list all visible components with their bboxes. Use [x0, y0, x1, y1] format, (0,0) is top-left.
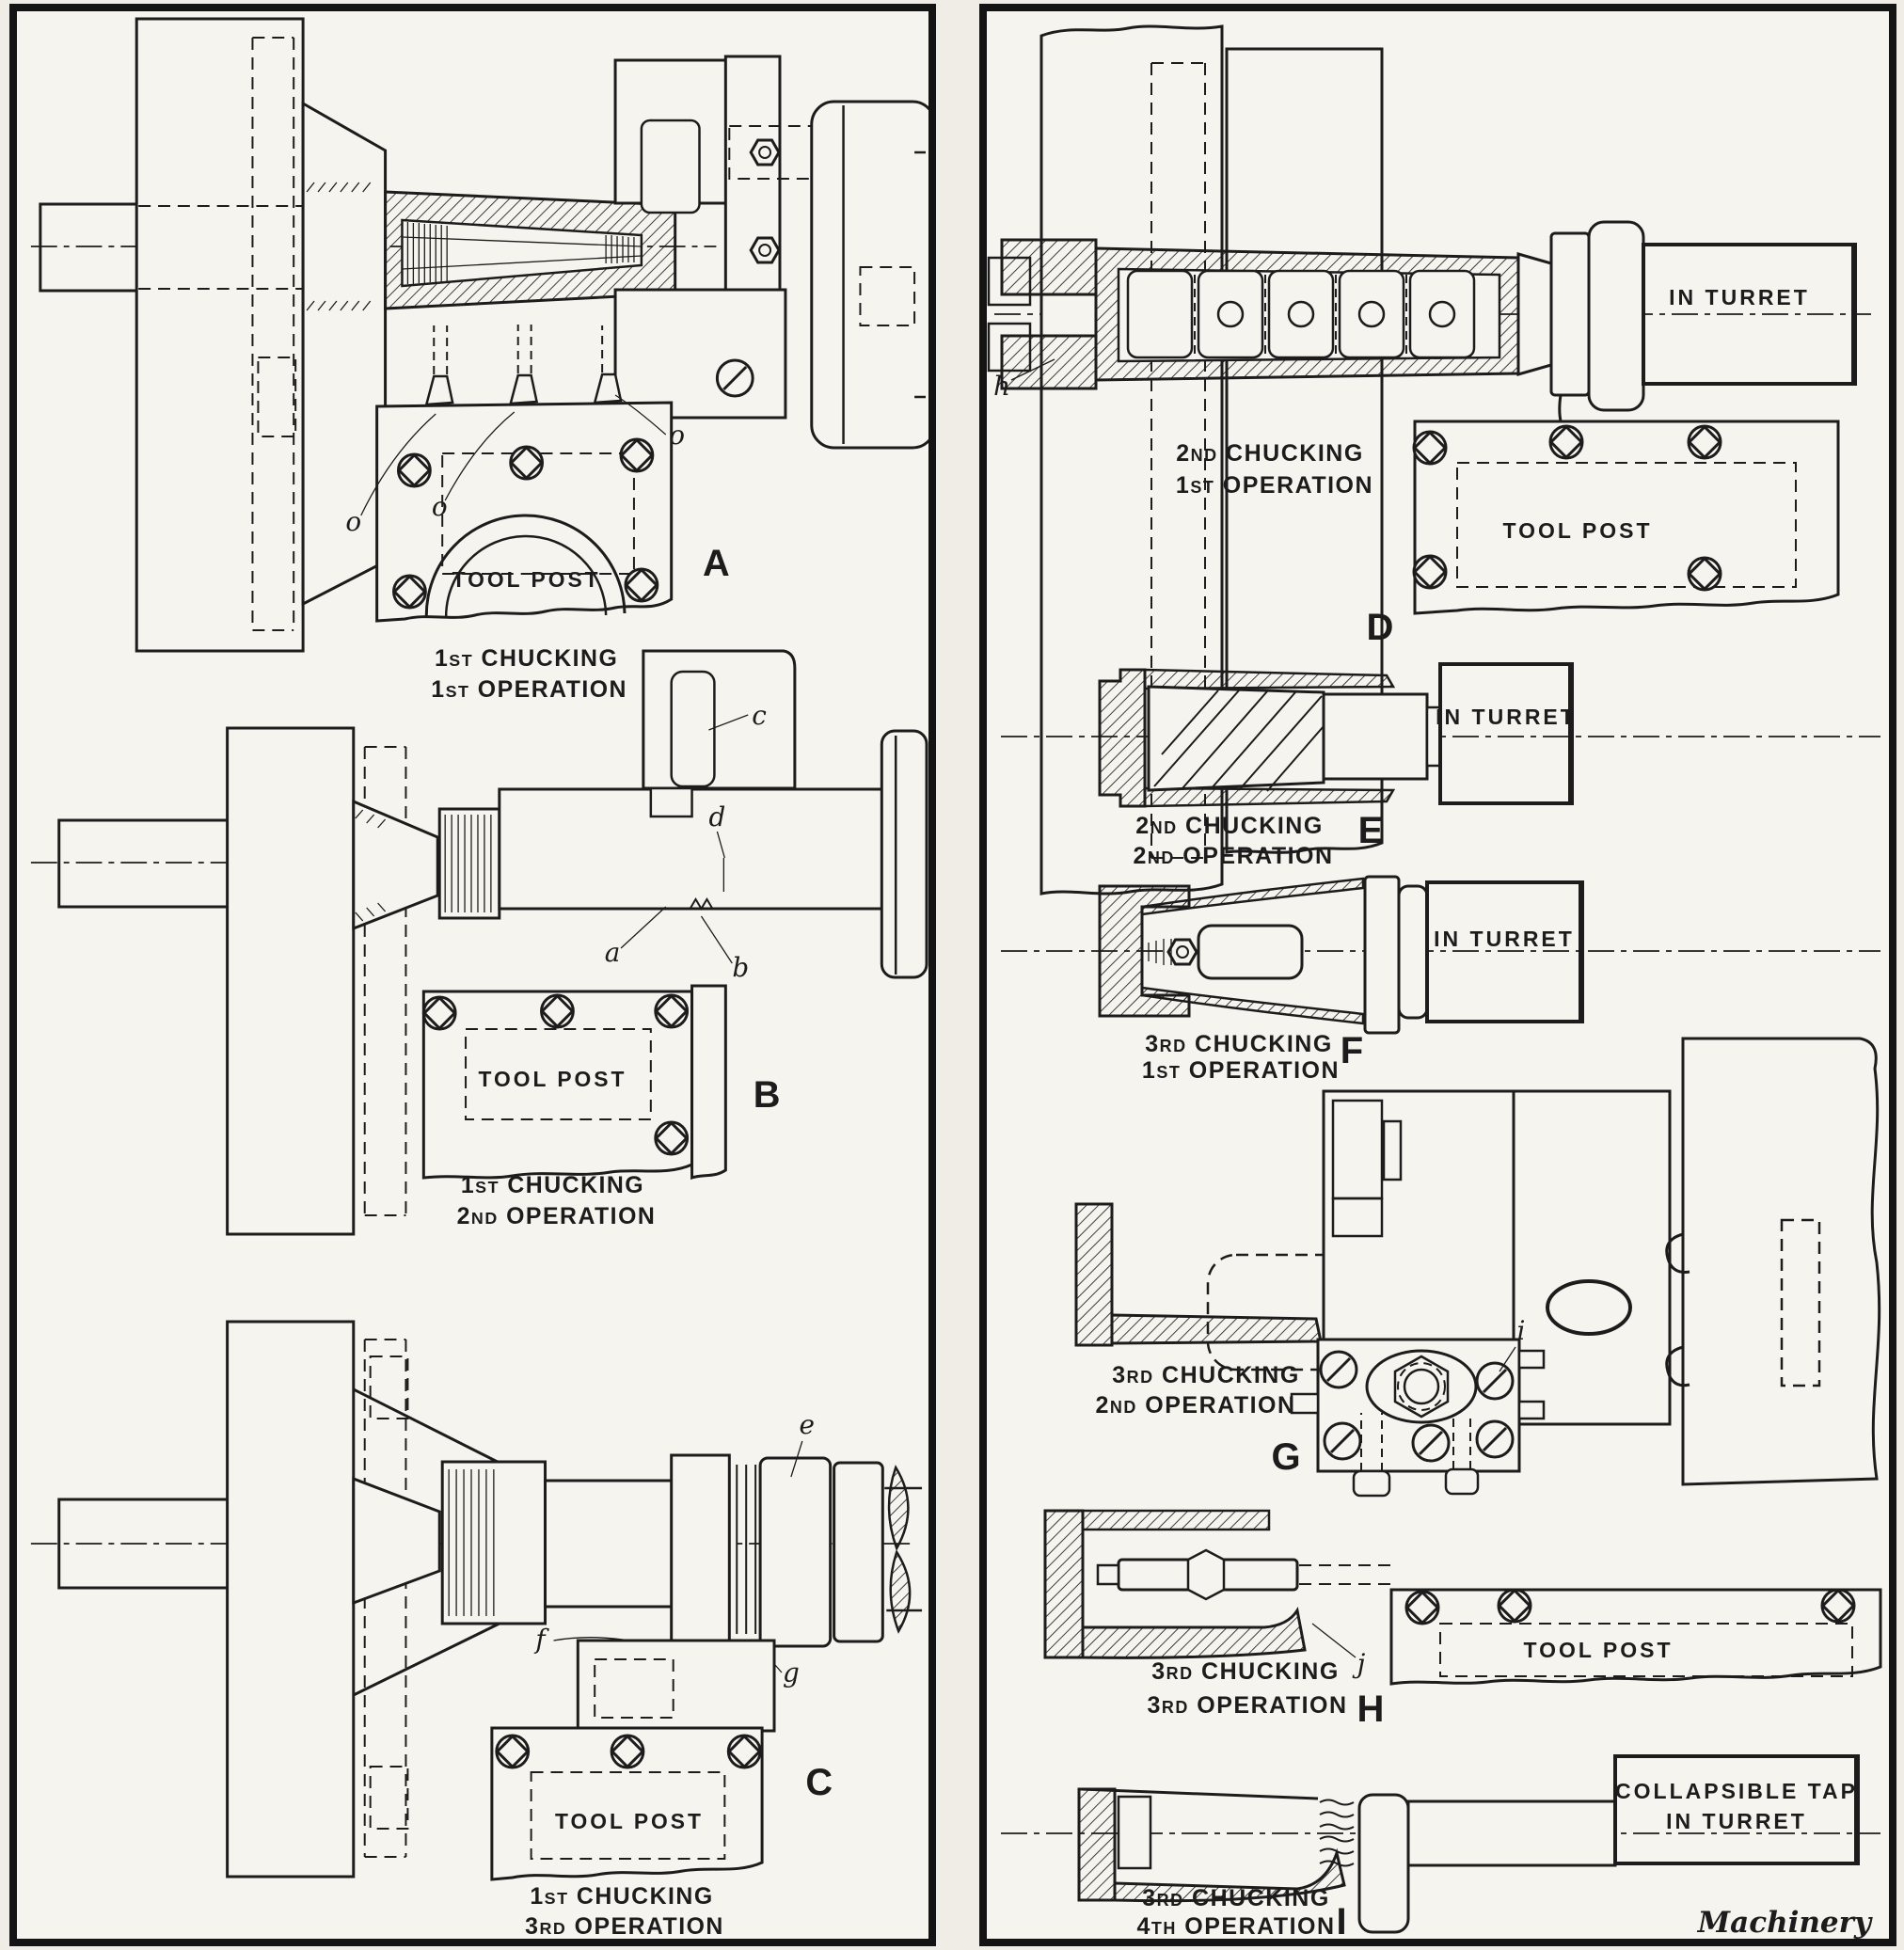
tool-post-label-c: TOOL POST: [554, 1808, 704, 1834]
machinery-signature: Machinery: [1697, 1906, 1871, 1939]
ref-letter-o2: o: [431, 490, 448, 523]
collet-grip-b: [439, 809, 500, 918]
caption-b-line1: 1ST CHUCKING: [460, 1171, 645, 1199]
tool-bits-a: [426, 325, 621, 404]
ref-letter-a: a: [604, 936, 621, 969]
caption-f-line2: 1ST OPERATION: [1141, 1057, 1341, 1084]
right-plate-drawing: [987, 11, 1889, 1939]
caption-b-line2: 2ND OPERATION: [456, 1202, 657, 1230]
turret-box-f: [1427, 882, 1582, 1022]
section-letter-i: I: [1336, 1901, 1347, 1939]
collet-grip-c: [442, 1462, 545, 1624]
section-letter-e: E: [1357, 810, 1384, 851]
section-letter-h: H: [1357, 1688, 1385, 1730]
ref-letter-e: e: [799, 1408, 816, 1441]
tool-post-label-a: TOOL POST: [452, 566, 601, 593]
section-h: [1045, 1511, 1880, 1730]
caption-g-line1: 3RD CHUCKING: [1112, 1362, 1300, 1388]
flange-blank-b: [881, 731, 927, 977]
caption-e-line2: 2ND OPERATION: [1133, 843, 1334, 869]
section-letter-b: B: [753, 1073, 781, 1117]
section-g: [1076, 1038, 1880, 1496]
caption-d-line2: 1ST OPERATION: [1175, 472, 1374, 499]
collapsible-tap-label-line1: COLLAPSIBLE TAP: [1615, 1779, 1858, 1803]
caption-c-line1: 1ST CHUCKING: [530, 1882, 714, 1910]
ref-letter-o1: o: [345, 505, 362, 538]
clamp-flange-d: [1551, 222, 1643, 444]
section-letter-g: G: [1271, 1436, 1301, 1478]
left-plate-drawing: [17, 11, 928, 1939]
section-b: [31, 651, 927, 1234]
tool-post-label-b: TOOL POST: [478, 1066, 627, 1092]
spindle-shaft-b: [59, 820, 230, 907]
section-a: [31, 19, 928, 703]
caption-a-line2: 1ST OPERATION: [431, 675, 627, 704]
in-turret-label-f: IN TURRET: [1434, 927, 1575, 951]
right-figure-plate: [979, 4, 1896, 1946]
ref-letter-f: f: [535, 1623, 546, 1656]
ref-letter-g: g: [782, 1657, 800, 1689]
section-letter-c: C: [805, 1761, 833, 1804]
in-turret-label-e: IN TURRET: [1436, 705, 1577, 729]
tool-post-b: [423, 986, 725, 1178]
section-letter-a: A: [703, 542, 730, 585]
caption-c-line2: 3RD OPERATION: [525, 1912, 724, 1939]
ref-letter-c: c: [752, 699, 767, 732]
caption-f-line1: 3RD CHUCKING: [1145, 1031, 1333, 1057]
caption-i-line1: 3RD CHUCKING: [1142, 1885, 1330, 1911]
ref-letter-h: h: [992, 371, 1011, 402]
section-i: [1001, 1756, 1880, 1939]
tool-post-d: [1414, 421, 1838, 613]
tool-post-label-d: TOOL POST: [1502, 518, 1653, 543]
caption-e-line1: 2ND CHUCKING: [1135, 813, 1324, 839]
ref-letter-b: b: [732, 951, 750, 984]
ref-letter-i: i: [1516, 1315, 1526, 1346]
ref-letter-j: j: [1357, 1648, 1366, 1679]
section-c: [31, 1322, 922, 1939]
collet-sleeve-d: [1096, 248, 1551, 380]
section-letter-d: D: [1366, 607, 1394, 648]
roller-segments-d: [1128, 271, 1474, 357]
caption-h-line1: 3RD CHUCKING: [1151, 1658, 1340, 1685]
caption-g-line2: 2ND OPERATION: [1095, 1392, 1296, 1419]
workpiece-blank-a: [812, 102, 928, 448]
faceplate-a: [136, 19, 385, 651]
section-letter-f: F: [1340, 1030, 1364, 1071]
nut-and-collars-c: [672, 1455, 922, 1646]
tool-post-h: [1391, 1590, 1880, 1684]
collapsible-tap-label-line2: IN TURRET: [1666, 1809, 1807, 1833]
ref-letter-d: d: [708, 801, 726, 833]
tool-post-label-h: TOOL POST: [1523, 1638, 1674, 1662]
cross-slide-tool-g: [1292, 1340, 1544, 1496]
stud-tool-h: [1098, 1550, 1391, 1599]
caption-h-line2: 3RD OPERATION: [1147, 1692, 1348, 1719]
tool-post-c: [492, 1728, 762, 1879]
reamer-e: [1149, 687, 1440, 791]
faceplate-b: [228, 728, 438, 1234]
ref-letter-o3: o: [669, 419, 686, 452]
left-figure-plate: [9, 4, 936, 1946]
in-turret-label-d: IN TURRET: [1669, 285, 1810, 309]
caption-a-line1: 1ST CHUCKING: [435, 644, 619, 673]
workpiece-shaft-c: [546, 1481, 676, 1607]
saddle-plate-g: [1667, 1038, 1880, 1484]
turret-box-e: [1436, 664, 1577, 803]
caption-d-line1: 2ND CHUCKING: [1176, 440, 1364, 467]
work-shell-i: [1079, 1789, 1344, 1901]
caption-i-line2: 4TH OPERATION: [1136, 1913, 1336, 1939]
